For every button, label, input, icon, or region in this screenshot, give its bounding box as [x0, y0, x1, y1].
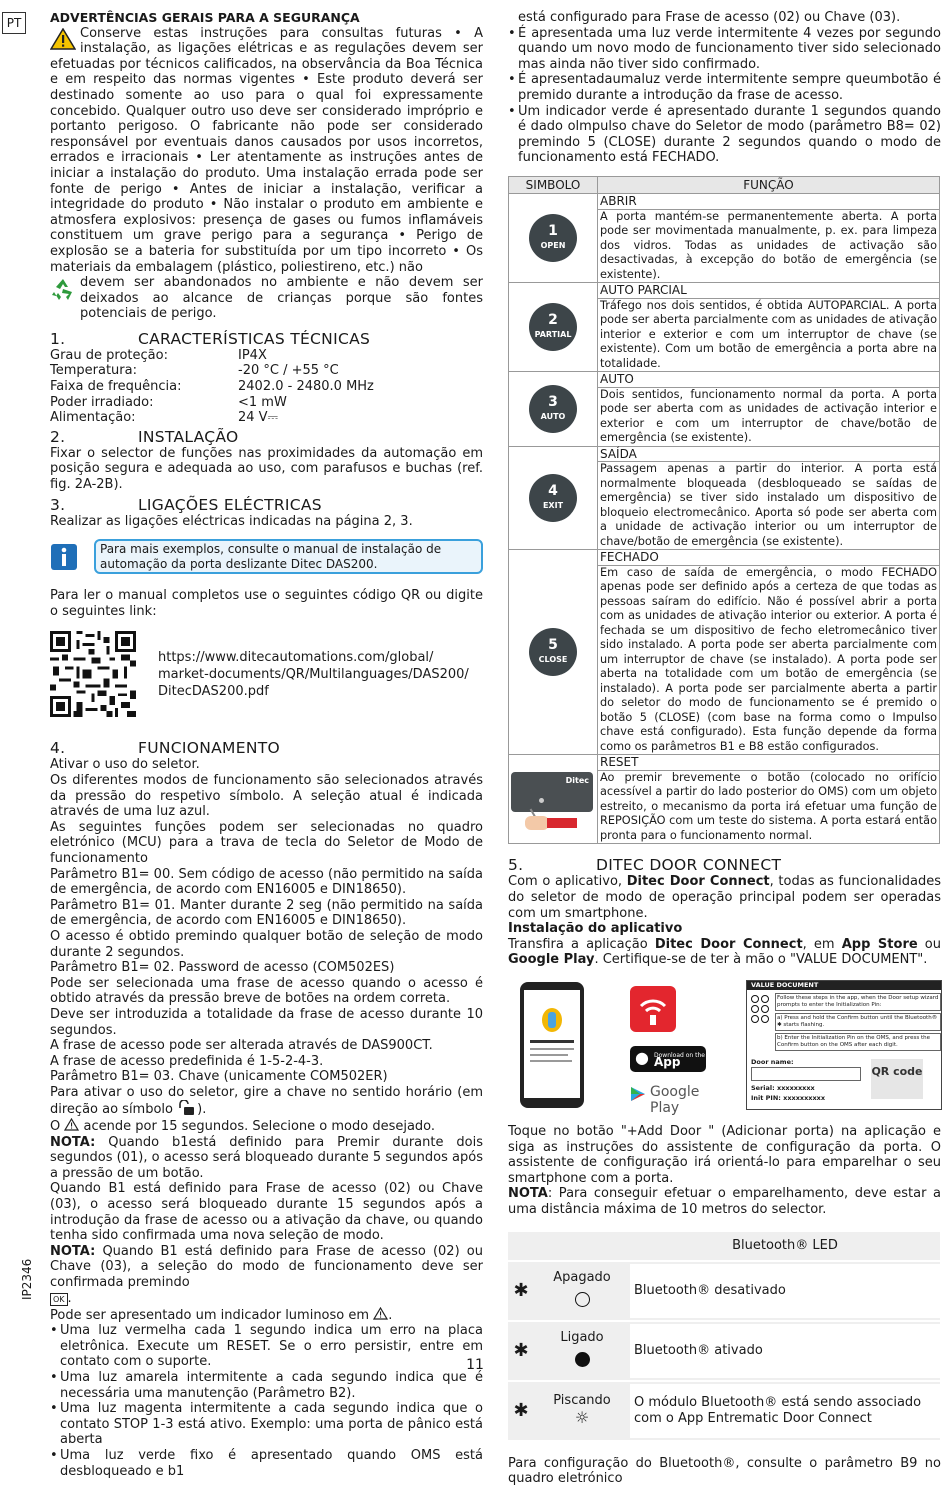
section-4-subtitle: Ativar o uso do seletor. [50, 757, 200, 773]
sec4-text: As seguintes funções podem ser selecionadas no quadro eletrónico (MCU) para a trava de tecla do Seletor de Modo de funcionamento [50, 819, 483, 866]
symbol-table-header [509, 176, 940, 194]
ok-button-icon: OK [50, 1293, 68, 1306]
indicator-bullet: • É apresentada uma luz verde intermitente 4 vezes por segundo quando um novo modo de funcionamento tiver sido selecionado mas ainda não tiver sido confirmado. [508, 26, 941, 73]
led-blink-icon: ☼ [574, 1408, 590, 1428]
info-icon [50, 543, 78, 571]
spec-row: Faixa de frequência: 2402.0 - 2480.0 MHz [50, 379, 374, 395]
close-button[interactable] [509, 550, 598, 755]
app-icon[interactable] [630, 986, 676, 1032]
section-1-heading: 1. CARACTERÍSTICAS TÉCNICAS [50, 329, 371, 348]
bluetooth-icon: ✱ [508, 1382, 534, 1440]
mode-description: Dois sentidos, funcionamento normal da porta. A porta pode ser aberta com as unidades de activação interior e exterior e com um interruptor de chave/botão de emergência (se existente). [600, 387, 937, 445]
auto-icon: 3 AUTO [529, 385, 577, 433]
led-state: Apagado [553, 1269, 611, 1285]
safety-text-2: devem ser abandonados no ambiente e não devem ser deixados ao alcance de crianças porque são fontes potenciais de perigo. [80, 275, 483, 322]
led-description: O módulo Bluetooth® está sendo associado com o App Entrematic Door Connect [630, 1382, 940, 1440]
specs-list [50, 348, 483, 426]
safety-text: Conserve estas instruções para consultas futuras • A instalação, as ligações elétricas e as regulações devem ser efetuadas por técnicos calificados, na observância da Boa Técnica e em respeito das normas vigentes • Este produto deverá ser destinado somente ao uso para o qual foi expressamente concebido. Qualquer outro uso deve ser considerado impróprio e portanto perigoso. O fabricante não pode ser considerado responsável por eventuais danos causados por usos incorretos, errados e irracionais • Ler atentamente as instruções antes de iniciar a instalação do produto. Uma instalação errada pode ser fonte de perigo • Antes de iniciar a instalação, verificar a integridade do produto • Não instalar o produto em ambiente e atmosfera explosivos: presença de gases ou fumos inflamáveis constituem um grave perigo para a segurança • Perigo de explosão se a bateria for substituída por um tipo incorreto • Os materiais da embalagem (plástico, poliestireno, etc.) não [50, 25, 483, 275]
language-tag: PT [2, 12, 26, 34]
manual-link[interactable]: https://www.ditecautomations.com/global/ market-documents/QR/Multilanguages/DAS200/ DitecDAS200.pdf [158, 649, 469, 699]
bluetooth-header: Bluetooth® LED [630, 1232, 940, 1260]
section-2-heading: 2. INSTALAÇÃO [50, 427, 239, 446]
nota-2: Quando B1 está definido para Frase de acesso (02) ou Chave (03), o acesso será bloqueado durante 15 segundos após a introdução da frase de acesso ou a ativação da chave, ou quando tenha sido confirmada uma nova seleção de modo. [50, 1181, 483, 1244]
right-column [508, 10, 941, 1487]
google-play-badge[interactable]: Google Play [630, 1084, 714, 1104]
qr-placeholder: QR code [871, 1059, 923, 1099]
warning-icon [50, 28, 76, 50]
table-row [509, 194, 940, 283]
indicator-bullet: • Uma luz vermelha cada 1 segundo indica um erro na placa eletrônica. Execute um RESET. Se o erro persistir, entre em contato com o suporte. [50, 1323, 483, 1370]
sec4-text: O acesso é obtido premindo qualquer botão de seleção de modo durante 2 segundos. [50, 928, 483, 960]
close-icon: 5 CLOSE [529, 628, 577, 676]
section-4-heading: 4. FUNCIONAMENTO [50, 739, 280, 758]
section-5-heading: 5. DITEC DOOR CONNECT [508, 856, 782, 875]
led-description: Bluetooth® ativado [630, 1322, 940, 1380]
sec4-param: Parâmetro B1= 03. Chave (unicamente COM502ER) [50, 1069, 388, 1085]
recycle-icon [50, 277, 76, 303]
indicator-bullet: • Uma luz magenta intermitente a cada segundo indica que o contato STOP 1-3 está ativo. Exemplo: uma porta de pânico está aberta [50, 1401, 483, 1448]
sec4-param: Parâmetro B1= 00. Sem código de acesso (não permitido na saída de emergência, de acordo com EN16005 e DIN18650). [50, 866, 483, 898]
indicator-bullet: • Uma luz verde fixo é apresentado quando OMS está desbloqueado e b1 [50, 1448, 483, 1479]
mode-title: RESET [598, 755, 939, 771]
qr-intro: Para ler o manual completos use o seguintes código QR ou digite o seguintes link: [50, 588, 483, 619]
mode-description: Ao premir brevemente o botão (colocado no orifício acessível a partir do lado posterior do OMS) com um objeto estreito, o mecanismo da porta irá efetuar uma função de REPOSIÇÃO com um teste do sistema. A porta estará então pronta para o funcionamento normal. [600, 770, 937, 842]
warning-small-icon [373, 1307, 388, 1320]
sec4-text: A frase de acesso predefinida é 1-5-2-4-3. [50, 1053, 324, 1069]
bluetooth-icon: ✱ [508, 1262, 534, 1320]
sec4-text: Os diferentes modos de funcionamento são selecionados através da pressão do respetivo símbolo. A seleção atual é indicada através de uma luz azul. [50, 773, 483, 820]
page-number: 11 [466, 1357, 484, 1373]
apple-icon: ● [635, 1048, 649, 1067]
open-icon: 1 OPEN [529, 214, 577, 262]
mode-title: SAÍDA [598, 447, 939, 463]
qr-block [50, 631, 483, 717]
spec-row: Alimentação: 24 V⎓ [50, 410, 278, 426]
sec4-param: Parâmetro B1= 01. Manter durante 2 seg (não permitido na saída de emergência, de acordo com EN16005 e DIN18650). [50, 897, 483, 929]
qr-code[interactable] [50, 631, 136, 717]
led-state: Ligado [560, 1329, 604, 1345]
table-row [508, 1322, 940, 1380]
mode-description: Em caso de saída de emergência, o modo FECHADO apenas pode ser definido após a certeza de que todas as pessoas saíram do edifício. Não é possível abrir a porta com as unidades de ativação interior ou exterior. A porta é fechada se um dispositivo de fecho eletromecânico tiver sido instalado. A porta pode ser aberta parcialmente com um interruptor de chave (se instalado). A porta pode ser aberta na totalidade com um botão de emergência (se instalado). A porta pode ser parcialmente aberta a partir do seletor do modo de funcionamento se é premido o botão 5 (CLOSE) (com base na forma como o Impulso chave está configurado). Esta função depende da forma como os parâmetros B1 e B8 estão configurados. [600, 565, 937, 753]
mode-title: AUTO PARCIAL [598, 283, 939, 299]
wifi-icon [630, 986, 676, 1032]
safety-title: ADVERTÊNCIAS GERAIS PARA A SEGURANÇA [50, 10, 360, 25]
bluetooth-led-table [508, 1230, 940, 1442]
exit-icon: 4 EXIT [529, 474, 577, 522]
indicator-bullet: • Um indicador verde é apresentado durante 1 segundos quando é dado olmpulso chave do Seletor de modo (parâmetro B8= 02) premindo 5 (CLOSE) durante 2 segundos quando o modo de funcionamento está FECHADO. [508, 104, 941, 166]
function-column-header: FUNÇÃO [598, 176, 940, 194]
spec-row: Grau de proteção: IP4X [50, 347, 267, 363]
table-row [509, 550, 940, 755]
reset-illustration: Ditec [509, 755, 598, 844]
indicator-bullet: • É apresentadaumaluz verde intermitente sempre queumbotão é premido durante a introdução da frase de acesso. [508, 72, 941, 103]
bluetooth-header-row [508, 1232, 940, 1260]
section-5-intro: Com o aplicativo, Ditec Door Connect, todas as funcionalidades do seletor de modo de operação principal podem ser operadas com um smartphone. [508, 874, 941, 921]
app-figure [508, 980, 941, 1116]
info-box-text: Para mais exemplos, consulte o manual de instalação de automação da porta deslizante Ditec DAS200. [94, 539, 483, 574]
section-2-text: Fixar o selector de funções nas proximidades da automação em posição segura e adequada ao uso, com parafusos e buchas (ref. fig. 2A-2B). [50, 445, 483, 493]
nota-1: NOTA: Quando b1está definido para Premir durante dois segundos (01), o acesso será bloqueado durante 5 segundos após a pressão de um botão. [50, 1134, 483, 1181]
left-column: ADVERTÊNCIAS GERAIS PARA A SEGURANÇA Conserve estas instruções para consultas futuras • A instalação, as ligações elétricas e as regulações devem ser efetuadas por técnicos calificados, na observância da Boa Técnica e em respeito das normas vigentes • Este produto deverá ser destinado somente ao uso para o qual foi expressamente concebido. Qualquer outro uso deve ser considerado impróprio e portanto perigoso. O fabricante não pode ser considerado responsável por eventuais danos causados por usos incorretos, errados e irracionais • Ler atentamente as instruções antes de iniciar a instalação do produto. Uma instalação errada pode ser fonte de perigo • Antes de iniciar a instalação, verificar a integridade do produto • Não instalar o produto em ambiente e atmosfera explosivos: presença de gases ou fumos inflamáveis constituem um grave perigo para a segurança • Perigo de explosão se a bateria for substituída por um tipo incorreto • Os materiais da embalagem (plástico, poliestireno, etc.) não devem ser abandonados no ambiente e não devem ser deixados ao alcance de crianças porque são fontes potenciais de perigo. 1. CARACTERÍSTICAS TÉCNICAS Grau de proteção: IP4X Temperatura: -20 °C / +55 °C Faixa de frequência: 2402.0 - 2480.0 MHz Poder irradiado: <1 mW Alimentação: 24 V⎓ 2. INSTALAÇÃO Fixar o selector de funções nas proximidades da automação em posição segura e adequada ao uso, com parafusos e buchas (ref. fig. 2A-2B). 3. LIGAÇÕES ELÉCTRICAS Realizar as ligações eléctricas indicadas na página 2, 3. Para mais exemplos, consulte o manual de instalação de automação da porta deslizante Ditec DAS200. Para ler o manual completos use o seguintes código QR ou digite o seguintes link: https://www.ditecautomations.com/global/ market-documents/QR/Multilanguages/DAS200/ DitecDAS200.pdf 4. FUNCIONAMENTO Ativar o uso do seletor. Os diferentes modos de funcionamento são selecionados através da pressão do respetivo símbolo. A seleção atual é indicada através de uma luz azul. As seguintes funções podem ser selecionadas no quadro eletrónico (MCU) para a trava de tecla do Seletor de Modo de funcionamento Parâmetro B1= 00. Sem código de acesso (não permitido na saída de emergência, de acordo com EN16005 e DIN18650). Parâmetro B1= 01. Manter durante 2 seg (não permitido na saída de emergência, de acordo com EN16005 e DIN18650). O acesso é obtido premindo qualquer botão de seleção de modo durante 2 segundos. Parâmetro B1= 02. Password de acesso (COM502ES) Pode ser selecionada uma frase de acesso quando o acesso é obtido através da pressão breve de botões na ordem correta. Deve ser introduzida a totalidade da frase de acesso durante 10 segundos. A frase de acesso pode ser alterada através de DAS900CT. A frase de acesso predefinida é 1-5-2-4-3. Parâmetro B1= 03. Chave (unicamente COM502ER) Para ativar o uso do seletor, gire a chave no sentido horário (em direção ao símbolo ). O acende por 15 segundos. Selecione o modo desejado. NOTA: Quando b1está definido para Premir durante dois segundos (01), o acesso será bloqueado durante 5 segundos após a pressão de um botão. Quando B1 está definido para Frase de acesso (02) ou Chave (03), o acesso será bloqueado durante 15 segundos após a introdução da frase de acesso ou a ativação da chave, ou quando tenha sido confirmada uma nova seleção de modo. NOTA: Quando B1 está definido para Frase de acesso (02) ou Chave (03), a seleção do modo de funcionamento deve ser confirmada premindo OK . Pode ser apresentado um indicador luminoso em . • Uma luz vermelha cada 1 segundo indica um erro na placa eletrônica. Execute um RESET. Se o erro persistir, entre em contato com o suporte. • Uma luz amarela intermitente a cada segundo indica que é necessária uma manutenção (Parâmetro B2). • Uma luz magenta intermitente a cada segundo indica que o contato STOP 1-3 está ativo. Exemplo: uma porta de pânico está aberta • Uma luz verde fixo é apresentado quando OMS está desbloqueado e b1 [50, 10, 483, 1479]
sec4-text: Para ativar o uso do seletor, gire a chave no sentido horário (em direção ao símbolo ). [50, 1084, 483, 1118]
safety-block [50, 26, 483, 322]
spec-row: Poder irradiado: <1 mW [50, 394, 287, 410]
sec4-text: A frase de acesso pode ser alterada através de DAS900CT. [50, 1038, 433, 1054]
sec4-param: Parâmetro B1= 02. Password de acesso (COM502ES) [50, 960, 395, 976]
table-row [509, 372, 940, 447]
mode-description: A porta mantém-se permanentemente aberta. A porta pode ser movimentada manualmente, p. ex. para limpeza dos vidros. Todas as unidades de activação são desactivadas, à excepção do botão de emergência (se existente). [600, 209, 937, 281]
phone-illustration [520, 982, 584, 1108]
symbol-column-header: SIMBOLO [509, 176, 598, 194]
led-state: Piscando [553, 1392, 611, 1408]
sec4-text: Deve ser introduzida a totalidade da frase de acesso durante 10 segundos. [50, 1006, 483, 1038]
mode-title: ABRIR [598, 194, 939, 210]
sec4-text: O acende por 15 segundos. Selecione o modo desejado. [50, 1119, 436, 1135]
auto-button[interactable] [509, 372, 598, 447]
bluetooth-icon: ✱ [508, 1322, 534, 1380]
partial-icon: 2 PARTIAL [529, 303, 577, 351]
sec4-text: Pode ser selecionada uma frase de acesso quando o acesso é obtido através da pressão breve de botões na ordem correta. [50, 975, 483, 1007]
app-install-title: Instalação do aplicativo [508, 921, 683, 937]
mode-description: Tráfego nos dois sentidos, é obtida AUTOPARCIAL. A porta pode ser aberta parcialmente com as unidades de ativação interior e exterior e com um interruptor de chave (se existente). Com um botão de emergência a porta abre na totalidade. [600, 298, 937, 370]
open-button[interactable] [509, 194, 598, 283]
keypad-icon [751, 995, 767, 1023]
add-door-text: Toque no botão "+Add Door " (Adicionar porta) na aplicação e siga as instruções do assistente de configuração da porta. O assistente de configuração irá orientá-lo para emparelhar o seu smartphone com a porta. [508, 1124, 941, 1186]
led-on-icon [575, 1352, 590, 1367]
section-3-heading: 3. LIGAÇÕES ELÉCTRICAS [50, 495, 322, 514]
mode-title: AUTO [598, 372, 939, 388]
table-row [508, 1262, 940, 1320]
continued-text: está configurado para Frase de acesso (02) ou Chave (03). [518, 10, 901, 25]
spec-row: Temperatura: -20 °C / +55 °C [50, 363, 339, 379]
led-off-icon [575, 1292, 590, 1307]
app-store-badge[interactable]: ● Download on the App Store [630, 1046, 706, 1072]
indicator-text: Pode ser apresentado um indicador luminoso em . [50, 1307, 393, 1323]
partial-button[interactable] [509, 283, 598, 372]
indicator-bullet: • Uma luz amarela intermitente a cada segundo indica que é necessária uma manutenção (Parâmetro B2). [50, 1370, 483, 1401]
value-document: VALUE DOCUMENT Follow these steps in the app, when the Door setup wizard prompts to enter the Initialization Pin: a) Press and hold the Confirm button until the Bluetooth® ✱ starts flashing. b) Enter the Initialization Pin on the OMS, and press the Confirm button on the OMS after each digit. Door name: Serial: xxxxxxxxx Init PIN: xxxxxxxxxx QR code [746, 980, 942, 1110]
distance-note: NOTA: Para conseguir efetuar o emparelhamento, deve estar a uma distância máxima de 10 metros do selector. [508, 1186, 941, 1217]
table-row [509, 283, 940, 372]
bluetooth-footer: Para configuração do Bluetooth®, consulte o parâmetro B9 no quadro eletrónico [508, 1455, 941, 1487]
section-3-text: Realizar as ligações eléctricas indicadas na página 2, 3. [50, 513, 413, 529]
table-row [509, 446, 940, 550]
play-icon [630, 1086, 646, 1102]
exit-button[interactable] [509, 446, 598, 550]
mode-title: FECHADO [598, 550, 939, 566]
info-note [50, 539, 483, 574]
unlock-icon [177, 1100, 197, 1116]
mode-description: Passagem apenas a partir do interior. A porta está normalmente bloqueada (desbloqueado se saídas de emergência) se tiver sido instalado um dispositivo de bloqueio electromecânico. Aporta só pode ser aberta com a unidade de activação interior ou um interruptor de chave/botão de emergência (se existente). [600, 462, 937, 548]
warning-small-icon [64, 1118, 79, 1131]
symbol-table [508, 176, 940, 845]
table-row [508, 1382, 940, 1440]
led-description: Bluetooth® desativado [630, 1262, 940, 1320]
app-install-text: Transfira a aplicação Ditec Door Connect, em App Store ou Google Play. Certifique-se de ter à mão o "VALUE DOCUMENT". [508, 936, 941, 968]
table-row [509, 755, 940, 844]
nota-3: NOTA: Quando B1 está definido para Frase de acesso (02) ou Chave (03), a seleção do modo de funcionamento deve ser confirmada premindo [50, 1243, 483, 1290]
document-code: IP2346 [20, 1258, 34, 1300]
